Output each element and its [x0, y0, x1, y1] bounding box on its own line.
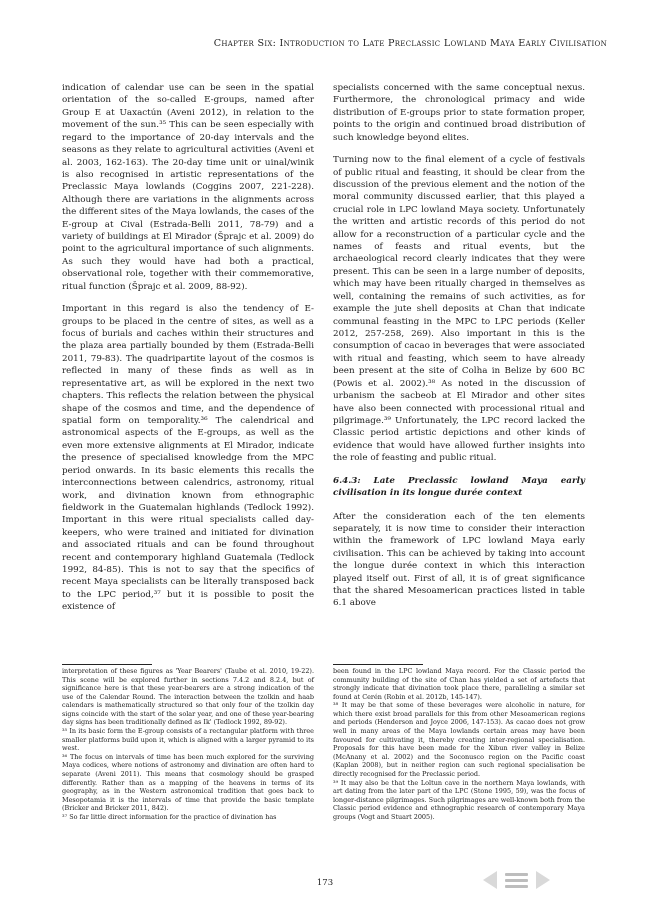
body-paragraph: After the consideration each of the ten elements separately, it is now time to consider their interaction within the framework of LPC lowland Maya early civilisation. This can be achieved by taking into account the longue durée context in which this interaction played itself out. First of all, it is of great significance that the shared Mesoamerican practices listed in table 6.1 above — [333, 511, 585, 609]
footnotes-right — [333, 664, 585, 821]
footnote-rule — [62, 664, 152, 665]
footnotes-left — [62, 664, 314, 821]
page-navigation — [483, 869, 550, 891]
menu-icon[interactable] — [505, 873, 528, 888]
body-paragraph: specialists concerned with the same conceptual nexus. Furthermore, the chronological primacy and wide distribution of E-groups prior to state formation proper, points to the origin and continued broad distribution of such knowledge beyond elites. — [333, 83, 585, 143]
section-heading: 6.4.3: Late Preclassic lowland Maya early civilisation in its longue durée context — [333, 475, 585, 499]
body-paragraph: Important in this regard is also the tendency of E-groups to be placed in the centre of sites, as well as a focus of burials and caches within their structures and the plaza area partially bounded by them (Estrada-Belli 2011, 79-83). The quadripartite layout of the cosmos is reflected in many of these finds as well as in representative art, as will be explored in the next two chapters. This reflects the relation between the physical shape of the cosmos and time, and the dependence of spatial form on temporality.³⁶ The calendrical and astronomical aspects of the E-groups, as well as the even more extensive alignments at El Mirador, indicate the presence of specialised knowledge from the MPC period onwards. In its basic elements this recalls the interconnections between calendrics, astronomy, ritual work, and divination known from ethnographic fieldwork in the Guatemalan highlands (Tedlock 1992). Important in this were ritual specialists called day-keepers, who were trained and initiated for divination and associated rituals and can be found throughout recent and contemporary highland Guatemala (Tedlock 1992, 84-85). This is not to say that the specifics of recent Maya specialists can be literally transposed back to the LPC period,³⁷ but it is possible to posit the existence of — [62, 304, 314, 613]
body-paragraph: indication of calendar use can be seen in the spatial orientation of the so-called E-groups, named after Group E at Uaxactún (Aveni 2012), in relation to the movement of the sun.³⁵ This can be seen especially with regard to the importance of 20-day intervals and the seasons as they relate to agricultural activities (Aveni et al. 2003, 162-163). The 20-day time unit or uinal/winik is also recognised in artistic representations of the Preclassic Maya lowlands (Coggins 2007, 221-228). Although there are variations in the alignments across the different sites of the Maya lowlands, the cases of the E-group at Cival (Estrada-Belli 2011, 78-79) and a variety of buildings at El Mirador (Šprajc et al. 2009) do point to the agricultural importance of such alignments. As such they would have had both a practical, observational role, together with their commemorative, ritual function (Šprajc et al. 2009, 88-92). — [62, 83, 314, 292]
footnote: interpretation of these figures as 'Year Bearers' (Taube et al. 2010, 19-22). This scene will be explored further in sections 7.4.2 and 8.2.4, but of significance here is that these year-bearers are a strong indication of the use of the Calendar Round. The interaction between the tzolkin and haab calendars is mathematically structured so that only four of the tzolkin day signs coincide with the start of the solar year, and one of these year-bearing day signs has been traditionally defined as Ik' (Tedlock 1992, 89-92). — [62, 667, 314, 727]
running-header: Chapter Six: Introduction to Late Preclassic Lowland Maya Early Civilisation — [213, 38, 607, 49]
triangle-left-icon[interactable] — [483, 871, 497, 889]
footnote: been found in the LPC lowland Maya record. For the Classic period the community building of the site of Chan has yielded a set of artefacts that strongly indicate that divination took place there, paralleling a similar set found at Cerén (Robin et al. 2012b, 145-147). — [333, 667, 585, 701]
page-number: 173 — [316, 878, 334, 888]
left-column — [62, 82, 314, 614]
right-column — [333, 82, 585, 610]
footnote-rule — [333, 664, 423, 665]
footnote: ³⁶ The focus on intervals of time has been much explored for the surviving Maya codices, where notions of astronomy and divination are often hard to separate (Aveni 2011). This means that cosmology should be grasped differently. Rather than as a mapping of the heavens in terms of its geography, as in the Western astronomical tradition that goes back to Mesopotamia it is the intervals of time that provide the basic template (Bricker and Bricker 2011, 842). — [62, 752, 314, 813]
footnote: ³⁵ In its basic form the E-group consists of a rectangular platform with three smaller platforms build upon it, which is aligned with a larger pyramid to its west. — [62, 727, 314, 753]
footnote: ³⁸ It may be that some of these beverages were alcoholic in nature, for which there exist broad parallels for this from other Mesoamerican regions and periods (Henderson and Joyce 2006, 147-153). As cacao does not grow well in many areas of the Maya lowlands certain areas may have been favoured for cultivating it, thereby creating inter-regional specialisation. Proposals for this have been made for the Xibun river valley in Belize (McAnany et al. 2002) and the Soconusco region on the Pacific coast (Kaplan 2008), but in neither region can such regional specialisation be directly recognised for the Preclassic period. — [333, 701, 585, 778]
footnote: ³⁷ So far little direct information for the practice of divination has — [62, 812, 277, 821]
body-paragraph: Turning now to the final element of a cycle of festivals of public ritual and feasting, it should be clear from the discussion of the previous element and the notion of the moral community discussed earlier, that this played a crucial role in LPC lowland Maya society. Unfortunately the written and artistic records of this period do not allow for a reconstruction of a particular cycle and the names of feasts and ritual events, but the archaeological record clearly indicates that they were present. This can be seen in a large number of deposits, which may have been ritually charged in themselves as well, containing the remains of such activities, as for example the jute shell deposits at Chan that indicate communal feasting in the MPC to LPC periods (Keller 2012, 257-258, 269). Also important in this is the consumption of cacao in beverages that were associated with ritual and feasting, which seem to have already been present at the site of Colha in Belize by 600 BC (Powis et al. 2002).³⁸ As noted in the discussion of urbanism the sacbeob at El Mirador and other sites have also been connected with processional ritual and pilgrimage.³⁹ Unfortunately, the LPC record lacked the Classic period artistic depictions and other kinds of evidence that would have allowed further insights into the role of feasting and public ritual. — [333, 155, 585, 464]
triangle-right-icon[interactable] — [536, 871, 550, 889]
footnote: ³⁹ It may also be that the Loltun cave in the northern Maya lowlands, with art dating from the later part of the LPC (Stone 1995, 59), was the focus of longer-distance pilgrimages. Such pilgrimages are well-known both from the Classic period evidence and ethnographic research of contemporary Maya groups (Vogt and Stuart 2005). — [333, 778, 585, 821]
